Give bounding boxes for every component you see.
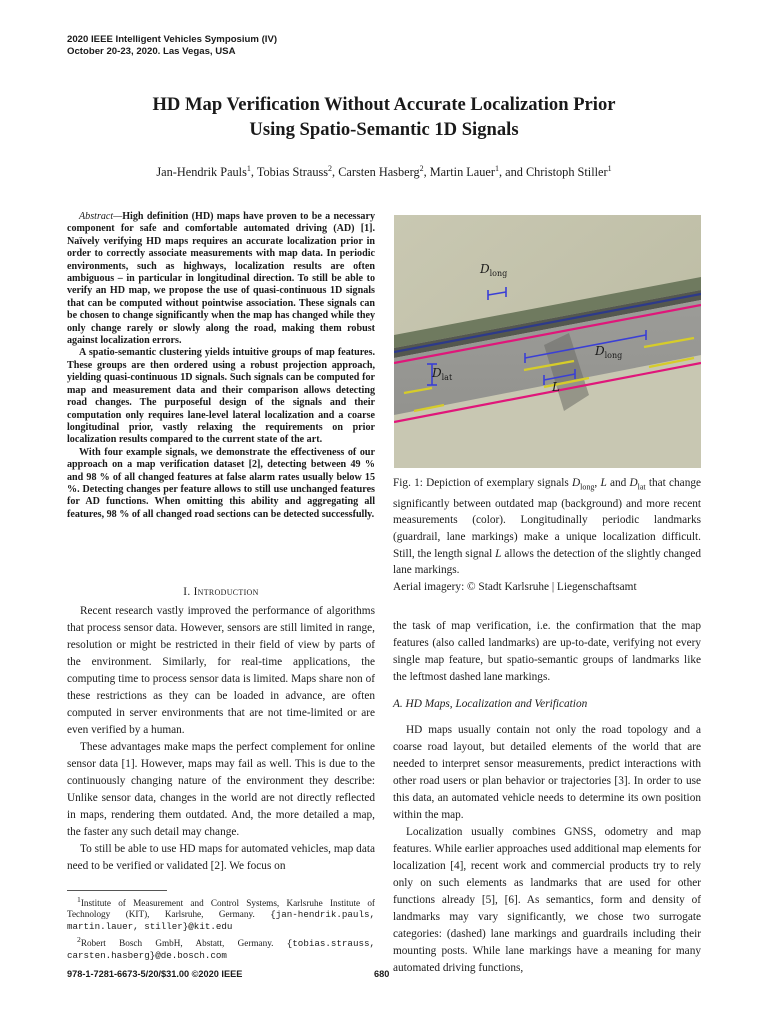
subsection-heading-hd-maps: A. HD Maps, Localization and Verification — [393, 698, 588, 710]
title-line-2: Using Spatio-Semantic 1D Signals — [249, 119, 519, 140]
right-paragraph-1: the task of map verification, i.e. the confirmation that the map features (also called landmarks) are up-to-date, verifying not every single map feature, but spatio-semantic groups of landmarks like the leftmost dashed lane markings. — [393, 620, 701, 683]
page-number: 680 — [374, 969, 390, 979]
abstract-paragraph-2: A spatio-semantic clustering yields intuitive groups of map features. These groups are then ordered using a robust projection approach, yielding quasi-continuous 1D signals. Such signals can be computed for map and measurement data and their comparison allows detecting road changes. The purposeful design of the signals and their computation only requires lane-level lateral localization and a coarse longitudinal prior, vastly relaxing the requirements on prior localization results compared to the current state of the art. — [67, 347, 375, 446]
section-heading-introduction: I. Introduction — [183, 586, 259, 598]
conference-name: 2020 IEEE Intelligent Vehicles Symposium (IV) — [67, 34, 278, 45]
label-l: L — [552, 380, 560, 394]
footnote-2-email: {tobias.strauss, carsten.hasberg}@de.bosch.com — [67, 938, 375, 961]
intro-paragraph-2: These advantages make maps the perfect complement for online sensor data [1]. However, maps may fail as well. This is due to the continuously changing nature of the environment they describe: Unlike sensor data, changes in the world are not directly reflected in maps, rendering them outdated. And, the more detailed a map, the faster any such detail may change. — [67, 741, 375, 838]
figure-caption: Fig. 1: Depiction of exemplary signals $D_{long}$, L and $D_{lat}$ that change significantly between outdated map (background) and more recent measurements (color). Longitudinally periodic landmarks (guardrail, lane markings) make a unique localization difficult. Still, the length signal L allows the detection of the slightly changed lane markings. Aerial imagery: © Stadt Karlsruhe | Liegenschaftsamt — [393, 475, 701, 595]
symbol-l: L — [600, 477, 607, 489]
paper-title — [60, 92, 708, 142]
title-line-1: HD Map Verification Without Accurate Localization Prior — [152, 94, 616, 115]
intro-paragraph-1: Recent research vastly improved the performance of algorithms that process sensor data. However, sensors are still limited in range, resolution or might be restricted in their field of view by parts of the environment. Similarly, for real-time applications, the computing time to process sensor data is limited. Maps share non of these restrictions as they can be loaded in advance, are often computed in server environments that are not time-limited or are even verified by a human. — [67, 605, 375, 736]
footer-isbn: 978-1-7281-6673-5/20/$31.00 ©2020 IEEE — [67, 969, 243, 979]
intro-paragraph-3: To still be able to use HD maps for automated vehicles, map data need to be verified or validated [2]. We focus on — [67, 843, 375, 872]
symbol-d-lat: $D_{lat}$ — [629, 477, 646, 492]
footnotes — [67, 894, 375, 963]
label-d-long-top: $D_{long}$ — [480, 262, 508, 278]
introduction-text — [67, 603, 375, 875]
caption-fig-label: Fig. 1: — [393, 477, 423, 489]
footnote-rule — [67, 890, 167, 891]
author-list — [60, 164, 708, 180]
author-4: Martin Lauer$^1$, and — [429, 164, 526, 180]
aerial-image — [394, 215, 701, 468]
label-d-lat: $D_{lat}$ — [432, 366, 453, 382]
author-3: Carsten Hasberg$^2$, — [338, 164, 430, 180]
label-d-long-mid: $D_{long}$ — [595, 344, 623, 360]
abstract-paragraph-3: With four example signals, we demonstrate the effectiveness of our approach on a map verification dataset [2], detecting between 49 % and 98 % of all changed features at false alarm rates usually below 15 %. Detecting changes per feature allows to still use unchanged features for AD functions. When omitting this ability and aggregating all features, 98 % of all changed road sections can be detected successfully. — [67, 446, 375, 520]
footnote-2: $^2$Robert Bosch GmbH, Abstatt, Germany. {tobias.strauss, carsten.hasberg}@de.bosch.com — [67, 935, 375, 961]
author-1: Jan-Hendrik Pauls$^1$, — [156, 164, 257, 180]
caption-aerial-credit: Aerial imagery: © Stadt Karlsruhe | Liegenschaftsamt — [393, 580, 637, 593]
right-paragraph-3: Localization usually combines GNSS, odometry and map features. While earlier approaches used additional map elements for localization [4], recent work and commercial products try to rely only on such elements as landmarks that are used for other functions already [5], [6]. As semantics, form and density of landmarks may vary significantly, we chose two surrogate categories: (dashed) lane markings and guardrails including their mounting posts. While lane markings have a meaning for many automated driving functions, — [393, 826, 701, 974]
right-paragraph-2: HD maps usually contain not only the road topology and a coarse road layout, but detailed elements of the world that are needed to interpret sensor measurements, predict interactions with other road users or plan behavior or trajectories [3]. In order to use this data, an automated vehicle needs to determine its own position within the map. — [393, 724, 701, 821]
author-2: Tobias Strauss$^2$, — [256, 164, 339, 180]
footnote-1-email: {jan-hendrik.pauls, martin.lauer, stiller}@kit.edu — [67, 909, 375, 932]
author-5: Christoph Stiller$^1$ — [525, 164, 612, 180]
abstract-paragraph-1: High definition (HD) maps have proven to be a necessary component for safe and comfortable automated driving (AD) [1]. Naïvely verifying HD maps requires an accurate localization prior in order to correctly associate measurements with map data. In periodic environments, such as highways, localization results are often ambiguous – in particular in longitudinal direction. To still be able to verify an HD map, we propose the use of quasi-continuous 1D signals that can be computed without pointwise association. These signals can be chosen to change significantly when the map has changed while they only change rarely or slowly along the road, making them robust against localization errors. — [67, 211, 375, 347]
right-column-text — [393, 618, 701, 977]
abstract-lead: Abstract— — [79, 211, 123, 222]
abstract — [67, 211, 375, 521]
conference-date: October 20-23, 2020. Las Vegas, USA — [67, 46, 236, 57]
figure-aerial-road — [394, 215, 701, 468]
conference-header — [67, 34, 277, 58]
symbol-l-2: L — [495, 547, 502, 560]
footnote-1: $^1$Institute of Measurement and Control Systems, Karlsruhe Institute of Technology (KIT), Karlsruhe, Germany. {jan-hendrik.pauls, martin.lauer, stiller}@kit.edu — [67, 895, 375, 932]
symbol-d-long: $D_{long}$ — [571, 477, 595, 492]
